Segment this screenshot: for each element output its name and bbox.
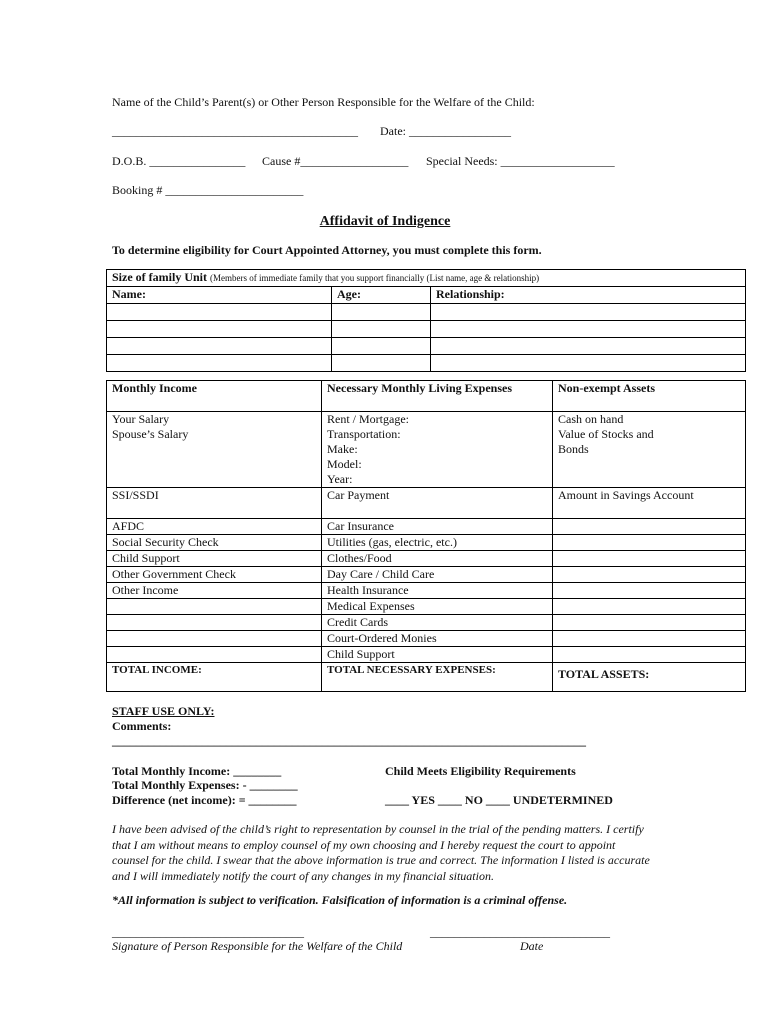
income-spouse-salary: Spouse’s Salary [112, 427, 189, 441]
col-name-header: Name: [107, 287, 332, 304]
eligibility-heading: Child Meets Eligibility Requirements [385, 764, 576, 778]
family-unit-heading [107, 270, 746, 287]
income-other: Other Income [107, 583, 322, 599]
monthly-income-header: Monthly Income [107, 381, 322, 412]
expense-utilities: Utilities (gas, electric, etc.) [322, 535, 553, 551]
family-name-cell[interactable] [107, 321, 332, 338]
expense-child-support: Child Support [322, 647, 553, 663]
col-relationship-header: Relationship: [431, 287, 746, 304]
col-age-header: Age: [332, 287, 431, 304]
certification-statement: I have been advised of the child’s right to representation by counsel in the trial of the pending matters. I certify that I am without means to employ counsel of my own choosing and I hereby request the court to appoint counsel for the child. I swear that the above information is true and correct. The information I listed is accurate and I will immediately notify the court of any changes in my financial situation. [112, 822, 650, 883]
family-row[interactable] [107, 338, 746, 355]
parent-name-label: Name of the Child’s Parent(s) or Other Person Responsible for the Welfare of the Child: [112, 95, 535, 109]
total-assets-label: TOTAL ASSETS: [553, 663, 746, 692]
family-unit-title: Size of family Unit [112, 270, 207, 284]
date-field[interactable]: Date: _________________ [380, 124, 511, 138]
family-age-cell[interactable] [332, 304, 431, 321]
family-age-cell[interactable] [332, 338, 431, 355]
expense-model: Model: [327, 457, 362, 471]
family-unit-table [106, 269, 746, 372]
parent-name-field[interactable]: _________________________________________ [112, 124, 358, 138]
total-income-label: TOTAL INCOME: [107, 663, 322, 692]
income-your-salary: Your Salary [112, 412, 170, 426]
total-monthly-income[interactable]: Total Monthly Income: ________ [112, 764, 282, 778]
asset-savings: Amount in Savings Account [553, 488, 746, 519]
asset-stocks: Value of Stocks and Bonds [558, 427, 654, 456]
expense-rent: Rent / Mortgage: [327, 412, 409, 426]
special-needs-field[interactable]: Special Needs: ___________________ [426, 154, 615, 168]
family-relationship-cell[interactable] [431, 304, 746, 321]
expenses-header: Necessary Monthly Living Expenses [322, 381, 553, 412]
expense-car-insurance: Car Insurance [322, 519, 553, 535]
signature-date-line[interactable]: ______________________________ [430, 925, 610, 939]
family-row[interactable] [107, 321, 746, 338]
signature-line[interactable]: ________________________________ [112, 925, 304, 939]
family-name-cell[interactable] [107, 355, 332, 372]
family-age-cell[interactable] [332, 321, 431, 338]
expense-court-ordered: Court-Ordered Monies [322, 631, 553, 647]
family-age-cell[interactable] [332, 355, 431, 372]
family-name-cell[interactable] [107, 338, 332, 355]
expense-credit-cards: Credit Cards [322, 615, 553, 631]
dob-field[interactable]: D.O.B. ________________ [112, 154, 246, 168]
income-other-government: Other Government Check [107, 567, 322, 583]
total-expenses-label: TOTAL NECESSARY EXPENSES: [322, 663, 553, 692]
income-social-security: Social Security Check [107, 535, 322, 551]
family-unit-note: (Members of immediate family that you support financially (List name, age & relationship) [210, 273, 540, 283]
family-row[interactable] [107, 355, 746, 372]
family-relationship-cell[interactable] [431, 355, 746, 372]
net-income-difference[interactable]: Difference (net income): = ________ [112, 793, 297, 807]
assets-header: Non-exempt Assets [553, 381, 746, 412]
income-child-support: Child Support [107, 551, 322, 567]
staff-use-heading: STAFF USE ONLY: [112, 704, 215, 718]
expense-year: Year: [327, 472, 353, 486]
family-relationship-cell[interactable] [431, 338, 746, 355]
family-row[interactable] [107, 304, 746, 321]
expense-day-care: Day Care / Child Care [322, 567, 553, 583]
income-ssi: SSI/SSDI [107, 488, 322, 519]
verification-warning: *All information is subject to verification. Falsification of information is a criminal offense. [112, 893, 568, 907]
family-name-cell[interactable] [107, 304, 332, 321]
finance-table [106, 380, 746, 692]
comments-label: Comments: [112, 719, 172, 733]
eligibility-options[interactable]: ____ YES ____ NO ____ UNDETERMINED [385, 793, 613, 807]
expense-car-payment: Car Payment [322, 488, 553, 519]
expense-medical: Medical Expenses [322, 599, 553, 615]
total-monthly-expenses[interactable]: Total Monthly Expenses: - ________ [112, 778, 298, 792]
comments-field[interactable]: _______________________________________________________________________________ [112, 734, 586, 748]
form-title: Affidavit of Indigence [319, 214, 451, 229]
expense-transportation: Transportation: [327, 427, 401, 441]
signature-label: Signature of Person Responsible for the Welfare of the Child [112, 939, 403, 953]
asset-cash: Cash on hand [558, 412, 624, 426]
income-afdc: AFDC [107, 519, 322, 535]
cause-field[interactable]: Cause #__________________ [262, 154, 409, 168]
family-relationship-cell[interactable] [431, 321, 746, 338]
expense-health-insurance: Health Insurance [322, 583, 553, 599]
booking-field[interactable]: Booking # _______________________ [112, 183, 304, 197]
expense-clothes-food: Clothes/Food [322, 551, 553, 567]
expense-make: Make: [327, 442, 358, 456]
form-instruction: To determine eligibility for Court Appointed Attorney, you must complete this form. [112, 243, 542, 257]
signature-date-label: Date [520, 939, 544, 953]
